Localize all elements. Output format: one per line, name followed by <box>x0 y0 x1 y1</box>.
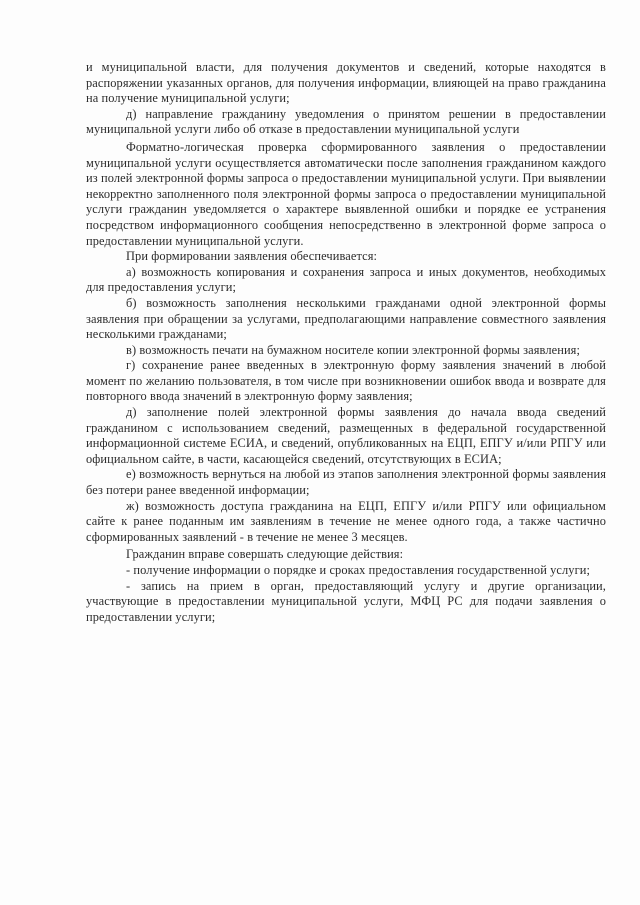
paragraph: д) направление гражданину уведомления о принятом решении в предоставлении муниципальной услуги либо об отказе в предоставлении муниципальной услуги <box>86 106 606 137</box>
paragraph: При формировании заявления обеспечивается: <box>126 249 378 264</box>
paragraph: б) возможность заполнения несколькими гражданами одной электронной формы заявления при обращении за услугами, предполагающими направление совместного заявления несколькими гражданами; <box>86 295 606 342</box>
paragraph: в) возможность печати на бумажном носителе копии электронной формы заявления; <box>126 342 581 357</box>
paragraph: е) возможность вернуться на любой из этапов заполнения электронной формы заявления без потери ранее введенной информации; <box>86 467 606 498</box>
paragraph: Форматно-логическая проверка сформированного заявления о предоставлении муниципальной услуги осуществляется автоматически после заполнения гражданином каждого из полей электронной формы запроса о предоставлении муниципальной услуги. При выявлении некорректно заполненного поля электронной формы запроса о предоставлении муниципальной услуги гражданин уведомляется о характере выявленной ошибки и порядке ее устранения посредством информационного сообщения непосредственно в электронной форме запроса о предоставлении муниципальной услуги. <box>86 139 606 248</box>
paragraph: и муниципальной власти, для получения документов и сведений, которые находятся в распоряжении указанных органов, для получения информации, влияющей на право гражданина на получение муниципальной услуги; <box>86 60 606 106</box>
paragraph: ж) возможность доступа гражданина на ЕЦП, ЕПГУ и/или РПГУ или официальном сайте к ранее поданным им заявлениям в течение не менее одного года, а также частично сформированных заявлений - в течение не менее 3 месяцев. <box>86 498 606 544</box>
paragraph: д) заполнение полей электронной формы заявления до начала ввода сведений гражданином с использованием сведений, размещенных в федеральной государственной информационной системе ЕСИА, и сведений, опубликованных на ЕЦП, ЕПГУ и/или РПГУ или официальном сайте, в части, касающейся сведений, отсутствующих в ЕСИА; <box>86 405 606 466</box>
paragraph: - получение информации о порядке и сроках предоставления государственной услуги; <box>126 563 591 577</box>
document-body <box>86 60 606 625</box>
paragraph: а) возможность копирования и сохранения запроса и иных документов, необходимых для предоставления услуги; <box>86 264 606 295</box>
paragraph: г) сохранение ранее введенных в электронную форму заявления значений в любой момент по желанию пользователя, в том числе при возникновении ошибок ввода и возврате для повторного ввода значений в электронную форму заявления; <box>86 358 606 404</box>
paragraph: - запись на прием в орган, предоставляющий услугу и другие организации, участвующие в предоставлении муниципальной услуги, МФЦ РС для подачи заявления о предоставлении услуги; <box>86 578 606 624</box>
paragraph: Гражданин вправе совершать следующие действия: <box>126 547 404 562</box>
